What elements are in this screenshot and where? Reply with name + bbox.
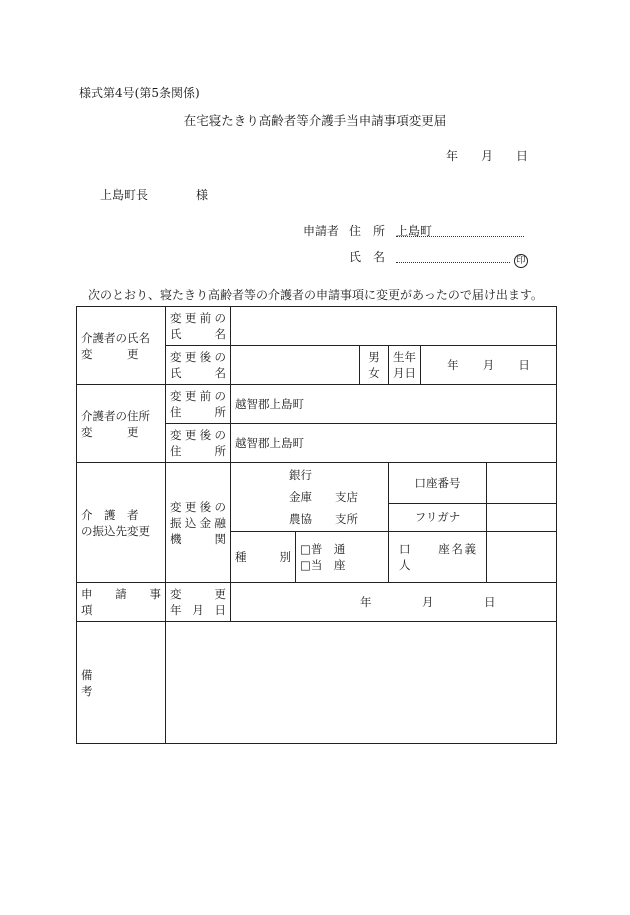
remarks-input[interactable] [166, 622, 557, 744]
bank-field-label: 変更後の振込金融機 関 [166, 463, 231, 583]
page-title: 在宅寝たきり高齢者等介護手当申請事項変更届 [183, 113, 447, 128]
change-year: 年 [360, 595, 372, 609]
type-ordinary-checkbox[interactable]: □普 通 [300, 542, 346, 556]
account-type-label: 種 別 [231, 532, 296, 583]
change-form-table [76, 306, 557, 744]
header-date-day: 日 [516, 149, 529, 163]
name-change-label: 介護者の氏名変 更 [77, 307, 166, 385]
type-current-checkbox[interactable]: □当 座 [300, 558, 346, 572]
furigana-input-left[interactable] [487, 503, 557, 531]
applicant-label: 申請者 [303, 224, 340, 238]
addressee-name: 上島町長 [100, 188, 149, 202]
form-number: 様式第4号(第5条関係) [79, 86, 200, 100]
address-change-label: 介護者の住所変 更 [77, 385, 166, 463]
furigana-label: フリガナ [389, 503, 487, 531]
account-number-input[interactable] [487, 463, 557, 504]
address-after-value: 越智郡上島町 [235, 436, 304, 450]
shinkin-suffix: 金庫 [289, 490, 312, 504]
bank-change-label: 介 護 者 の振込先変更 [77, 463, 166, 583]
address-label: 住 所 [349, 224, 386, 238]
change-month: 月 [422, 595, 434, 609]
birth-month: 月 [482, 358, 495, 372]
intro-text: 次のとおり、寝たきり高齢者等の介護者の申請事項に変更があったので届け出ます。 [88, 288, 543, 302]
account-holder-label: 口 座名義人 [389, 532, 487, 583]
change-date-label: 変 更年 月 日 [166, 583, 231, 622]
birth-year: 年 [447, 358, 459, 372]
nokyo-suffix: 農協 [289, 512, 312, 526]
account-type-options [296, 532, 389, 583]
address-before-value: 越智郡上島町 [235, 397, 304, 411]
address-before-label: 変更前の住 所 [166, 385, 231, 424]
name-after-input[interactable] [231, 346, 360, 385]
shinkin-branch: 支店 [335, 490, 358, 504]
birth-date-input[interactable] [421, 346, 557, 385]
name-field[interactable] [396, 248, 528, 268]
address-value: 上島町 [396, 224, 433, 238]
name-before-label: 変更前の氏 名 [166, 307, 231, 346]
header-date-month: 月 [481, 149, 494, 163]
name-after-label: 変更後の氏 名 [166, 346, 231, 385]
birth-day: 日 [518, 358, 530, 372]
remarks-label: 備 考 [77, 622, 166, 744]
address-after-label: 変更後の住 所 [166, 424, 231, 463]
apply-label: 申 請 事 項 [77, 583, 166, 622]
account-number-label: 口座番号 [389, 463, 487, 504]
address-before-input[interactable] [231, 385, 557, 424]
name-label: 氏 名 [349, 250, 386, 264]
header-date-year: 年 [446, 149, 459, 163]
bank-name-input[interactable] [231, 463, 389, 532]
address-field[interactable] [396, 222, 524, 238]
addressee-honorific: 様 [196, 188, 209, 202]
nokyo-branch: 支所 [335, 512, 358, 526]
change-day: 日 [484, 595, 496, 609]
birth-label: 生年月日 [389, 346, 421, 385]
change-date-input[interactable] [231, 583, 557, 622]
bank-suffix: 銀行 [289, 468, 312, 482]
seal-mark: 印 [514, 254, 528, 268]
address-after-input[interactable] [231, 424, 557, 463]
sex-label: 男女 [360, 346, 389, 385]
account-holder-input-left[interactable] [487, 532, 557, 583]
name-before-input[interactable] [231, 307, 557, 346]
